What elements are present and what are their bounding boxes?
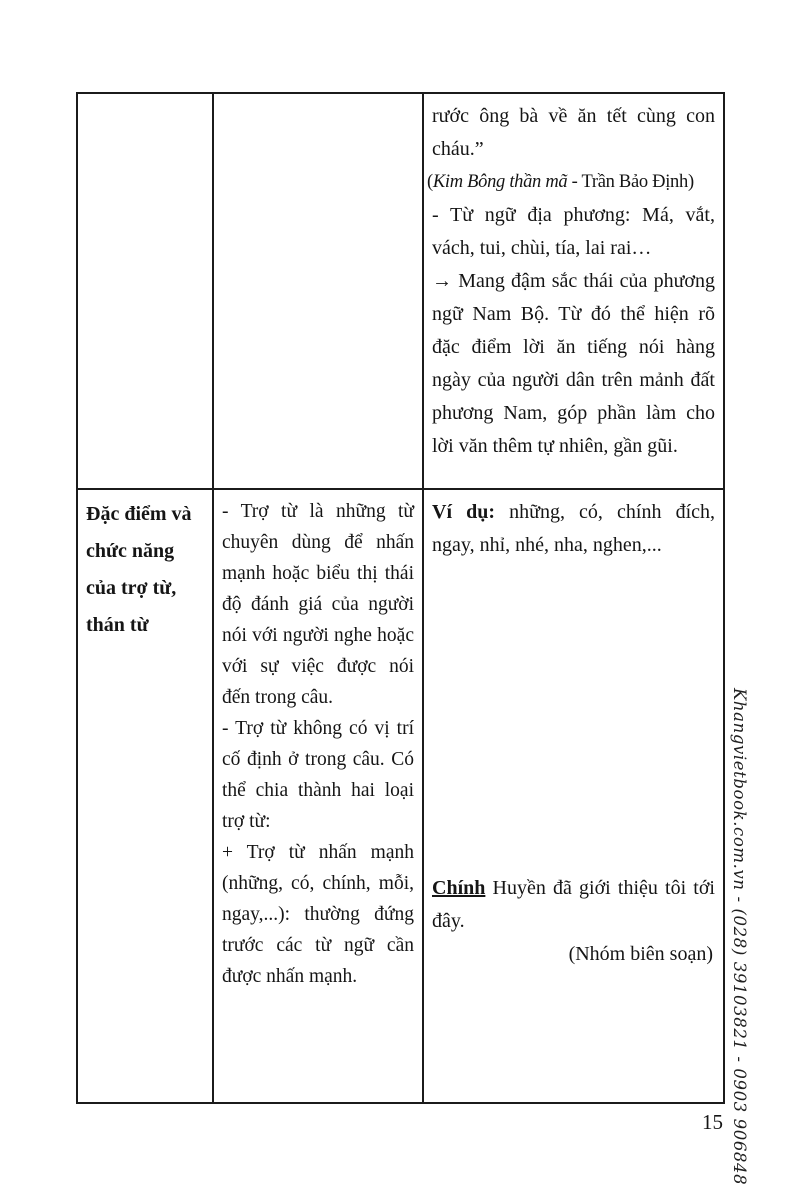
citation-line [427, 166, 715, 199]
example-cell-continuation [423, 93, 724, 489]
example-sentence [432, 872, 715, 938]
definition-para-3: + Trợ từ nhấn mạnh (những, có, chính, mỗi, ngay,...): thường đứng trước các từ ngữ cần được nhấn mạnh. [222, 842, 414, 987]
watermark-text: Khangvietbook.com.vn - (028) 39103821 - 0903 906848 [730, 688, 749, 1186]
dialect-words-text: - Từ ngữ địa phương: Má, vắt, vách, tui, chùi, tía, lai rai… [432, 204, 715, 259]
quote-continuation-text: rước ông bà về ăn tết cùng con cháu.” [432, 105, 715, 160]
citation-open: ( [427, 172, 433, 192]
definition-para-2: - Trợ từ không có vị trí cố định ở trong câu. Có thể chia thành hai loại trợ từ: [222, 718, 414, 832]
analysis-text: → Mang đậm sắc thái của phương ngữ Nam Bộ. Từ đó thể hiện rõ đặc điểm lời ăn tiếng nói hàng ngày của người dân trên mảnh đất phương Nam, góp phần làm cho lời văn thêm tự nhiên, gần gũi. [432, 270, 715, 457]
grammar-content-table [76, 92, 725, 1104]
term-cell-empty [77, 93, 213, 489]
page-number: 15 [702, 1110, 723, 1134]
example-cell [423, 489, 724, 1103]
term-cell [77, 489, 213, 1103]
example-words-line [432, 496, 715, 562]
definition-cell-empty [213, 93, 423, 489]
term-text: Đặc điểm và chức năng của trợ từ, thán từ [86, 503, 192, 636]
example-sentence-rest: Huyền đã giới thiệu tôi tới đây. [432, 877, 715, 932]
example-words: những, có, chính đích, ngay, nhỉ, nhé, nha, nghen,... [432, 501, 715, 556]
table-row-continuation [77, 93, 724, 489]
citation-work-title: Kim Bông thần mã [432, 172, 568, 192]
example-label: Ví dụ: [432, 501, 496, 523]
definition-para-1: - Trợ từ là những từ chuyên dùng để nhấn mạnh hoặc biểu thị thái độ đánh giá của người nói với người nghe hoặc với sự việc được nói đến trong câu. [222, 501, 414, 708]
citation-author: - Trần Bảo Định) [567, 172, 694, 192]
example-sentence-emphasis: Chính [432, 877, 486, 899]
definition-cell [213, 489, 423, 1103]
table-row-trotu-thantu [77, 489, 724, 1103]
attribution-text: (Nhóm biên soạn) [568, 943, 713, 965]
